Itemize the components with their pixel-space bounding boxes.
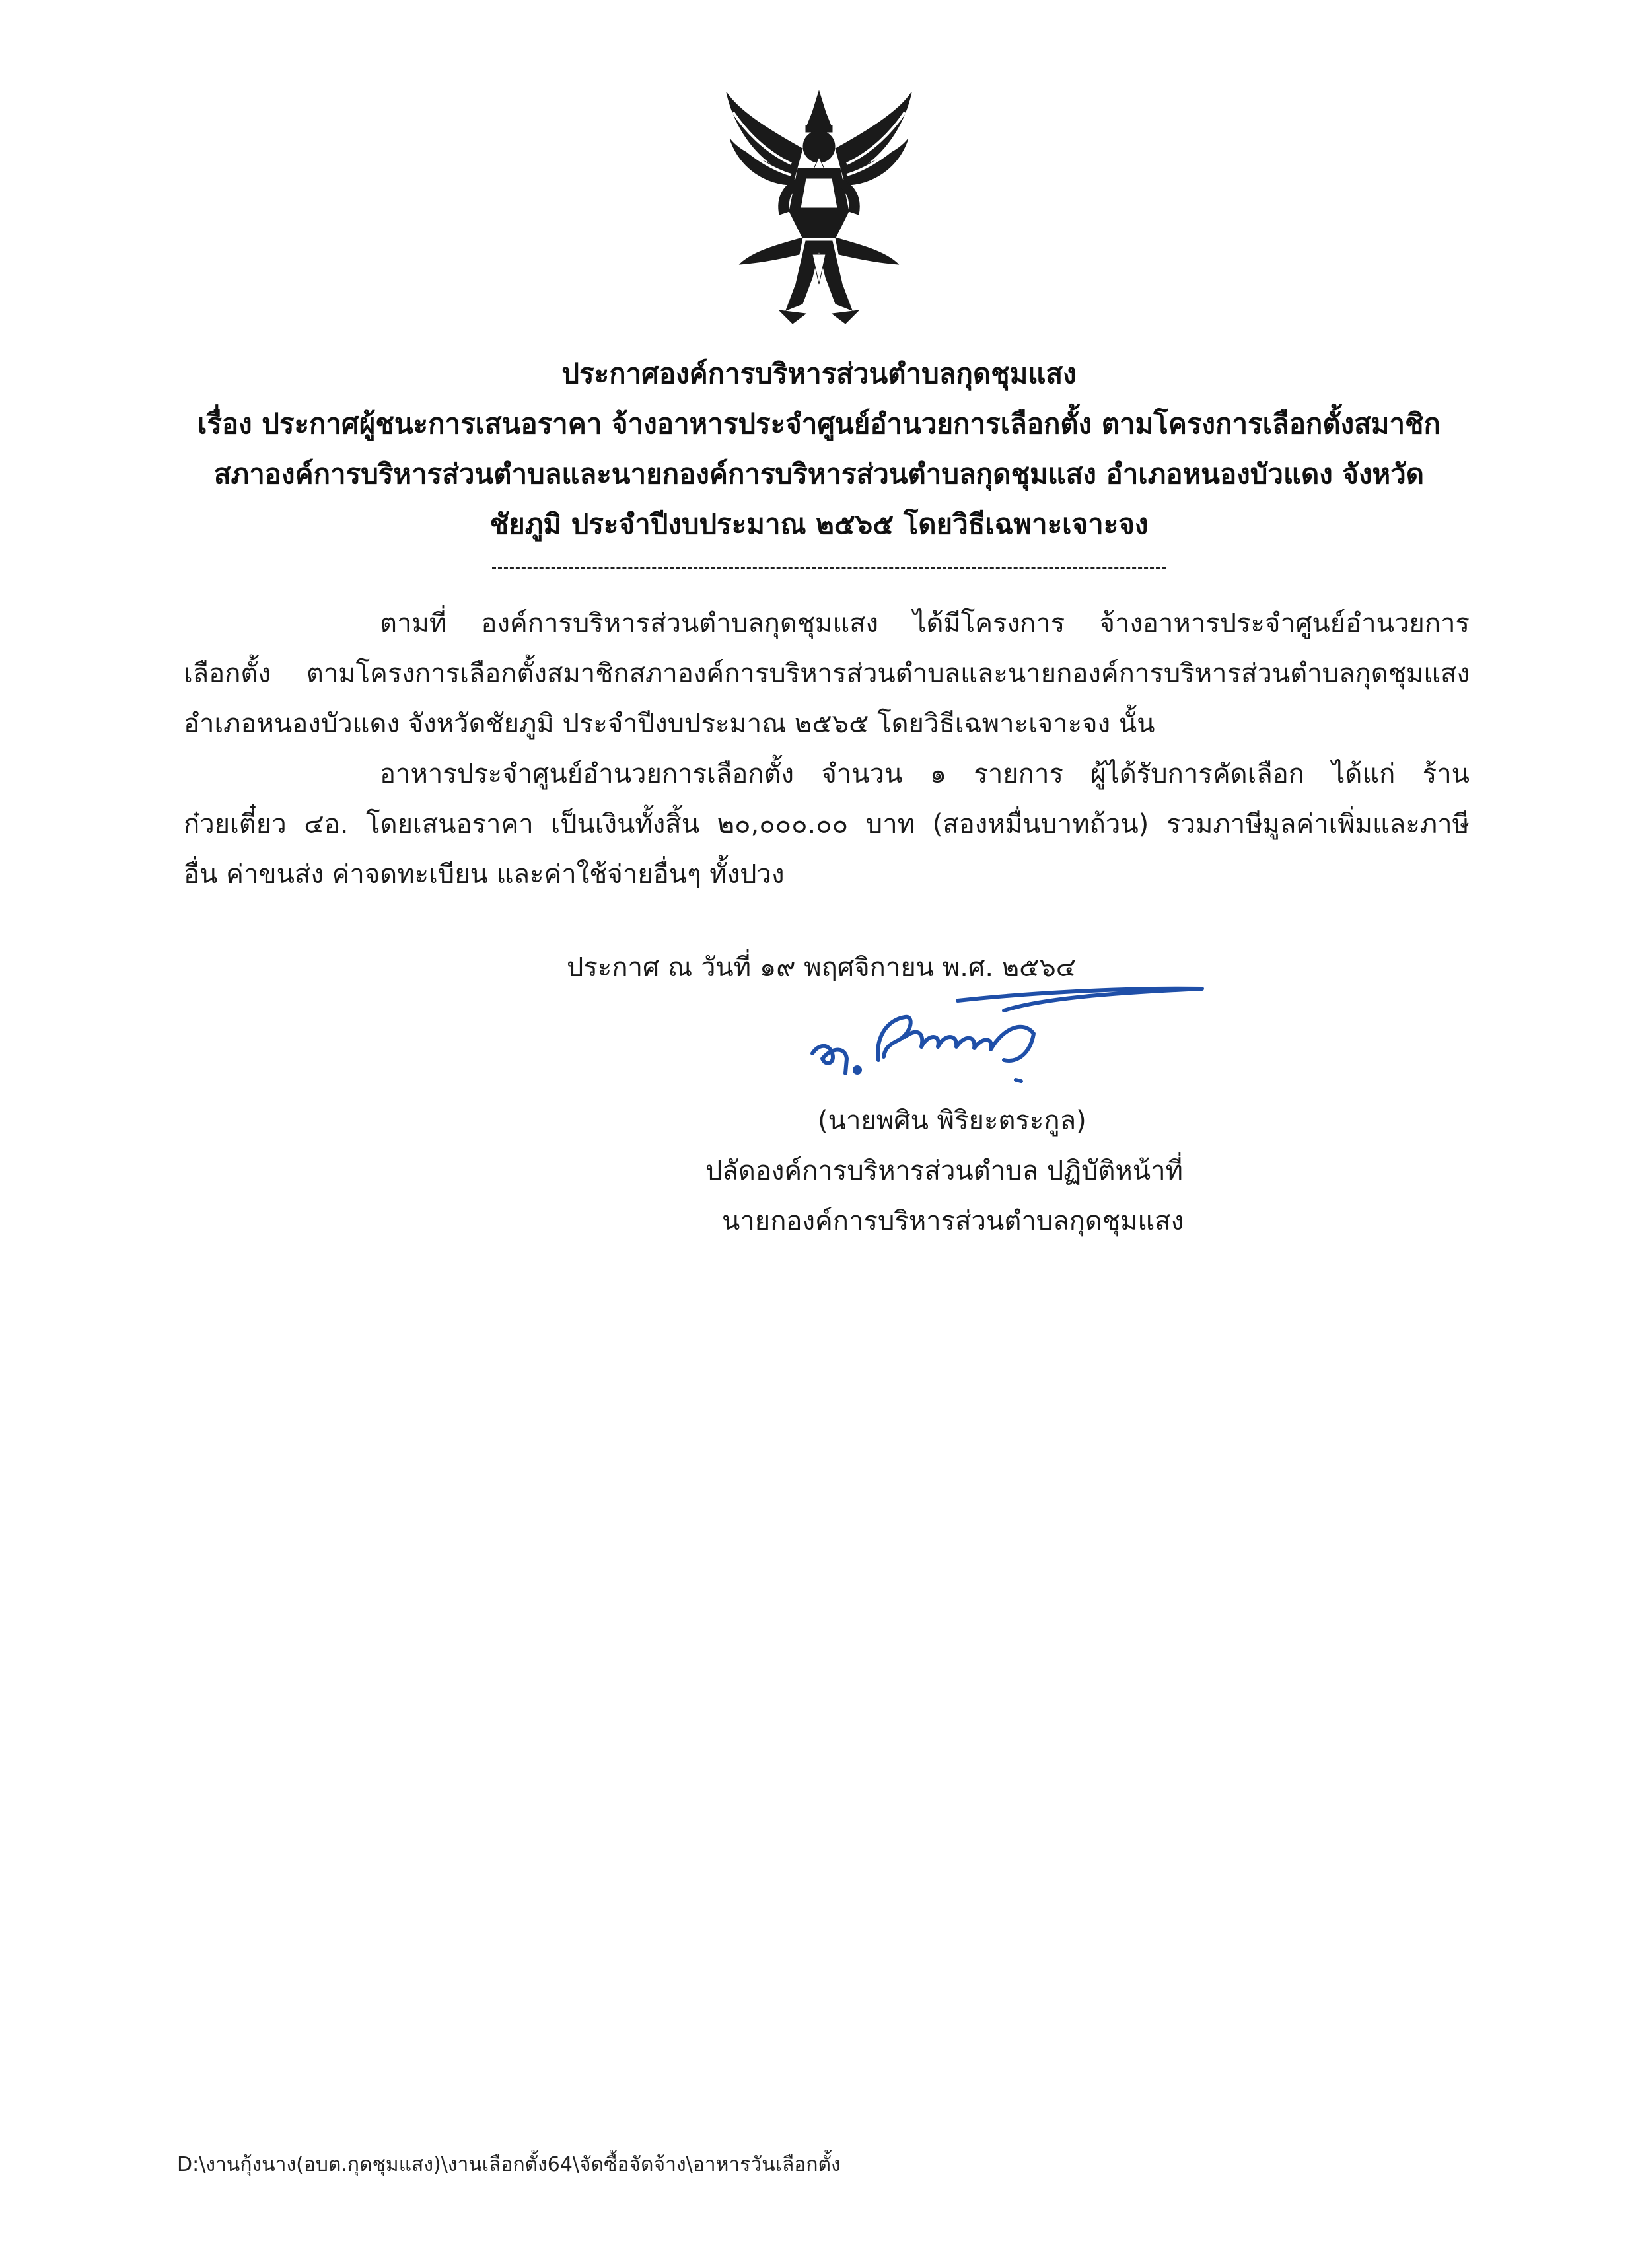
signatory-name: (นายพศิน พิริยะตระกูล): [818, 1106, 1086, 1136]
body-paragraph-1-line-1: ตามที่ องค์การบริหารส่วนตำบลกุดชุมแสง ได้มีโครงการ จ้างอาหารประจำศูนย์อำนวยการ: [380, 608, 1470, 639]
handwritten-signature: [806, 981, 1215, 1093]
subject-line-3: ชัยภูมิ ประจำปีงบประมาณ ๒๕๖๕ โดยวิธีเฉพาะเจาะจง: [489, 508, 1149, 540]
body-paragraph-1-line-2: เลือกตั้ง ตามโครงการเลือกตั้งสมาชิกสภาองค์การบริหารส่วนตำบลและนายกองค์การบริหารส่วนตำบลกุดชุมแสง: [184, 658, 1470, 689]
body-paragraph-2-line-3: อื่น ค่าขนส่ง ค่าจดทะเบียน และค่าใช้จ่ายอื่นๆ ทั้งปวง: [184, 859, 785, 890]
signatory-position-1: ปลัดองค์การบริหารส่วนตำบล ปฏิบัติหน้าที่: [705, 1156, 1183, 1186]
announcement-title: ประกาศองค์การบริหารส่วนตำบลกุดชุมแสง: [561, 357, 1077, 390]
body-paragraph-2-line-2: ก๋วยเตี๋ยว ๔อ. โดยเสนอราคา เป็นเงินทั้งสิ้น ๒๐,๐๐๐.๐๐ บาท (สองหมื่นบาทถ้วน) รวมภาษีมูลค่าเพิ่มและภาษี: [184, 809, 1470, 839]
signatory-position-2: นายกองค์การบริหารส่วนตำบลกุดชุมแสง: [722, 1206, 1184, 1236]
announcement-date: ประกาศ ณ วันที่ ๑๙ พฤศจิกายน พ.ศ. ๒๕๖๔: [567, 952, 1077, 983]
file-path-footer: D:\งานกุ้งนาง(อบต.กุดชุมแสง)\งานเลือกตั้ง64\จัดซื้อจัดจ้าง\อาหารวันเลือกตั้ง: [177, 2153, 841, 2176]
subject-line-2: สภาองค์การบริหารส่วนตำบลและนายกองค์การบริหารส่วนตำบลกุดชุมแสง อำเภอหนองบัวแดง จังหวัด: [213, 458, 1425, 490]
body-paragraph-1-line-3: อำเภอหนองบัวแดง จังหวัดชัยภูมิ ประจำปีงบประมาณ ๒๕๖๕ โดยวิธีเฉพาะเจาะจง นั้น: [184, 709, 1155, 739]
garuda-emblem: [713, 86, 925, 330]
heading-divider: [492, 567, 1166, 569]
body-paragraph-2-line-1: อาหารประจำศูนย์อำนวยการเลือกตั้ง จำนวน ๑ รายการ ผู้ได้รับการคัดเลือก ได้แก่ ร้าน: [380, 759, 1470, 789]
subject-line-1: เรื่อง ประกาศผู้ชนะการเสนอราคา จ้างอาหารประจำศูนย์อำนวยการเลือกตั้ง ตามโครงการเลือกตั้งสมาชิก: [197, 408, 1441, 440]
